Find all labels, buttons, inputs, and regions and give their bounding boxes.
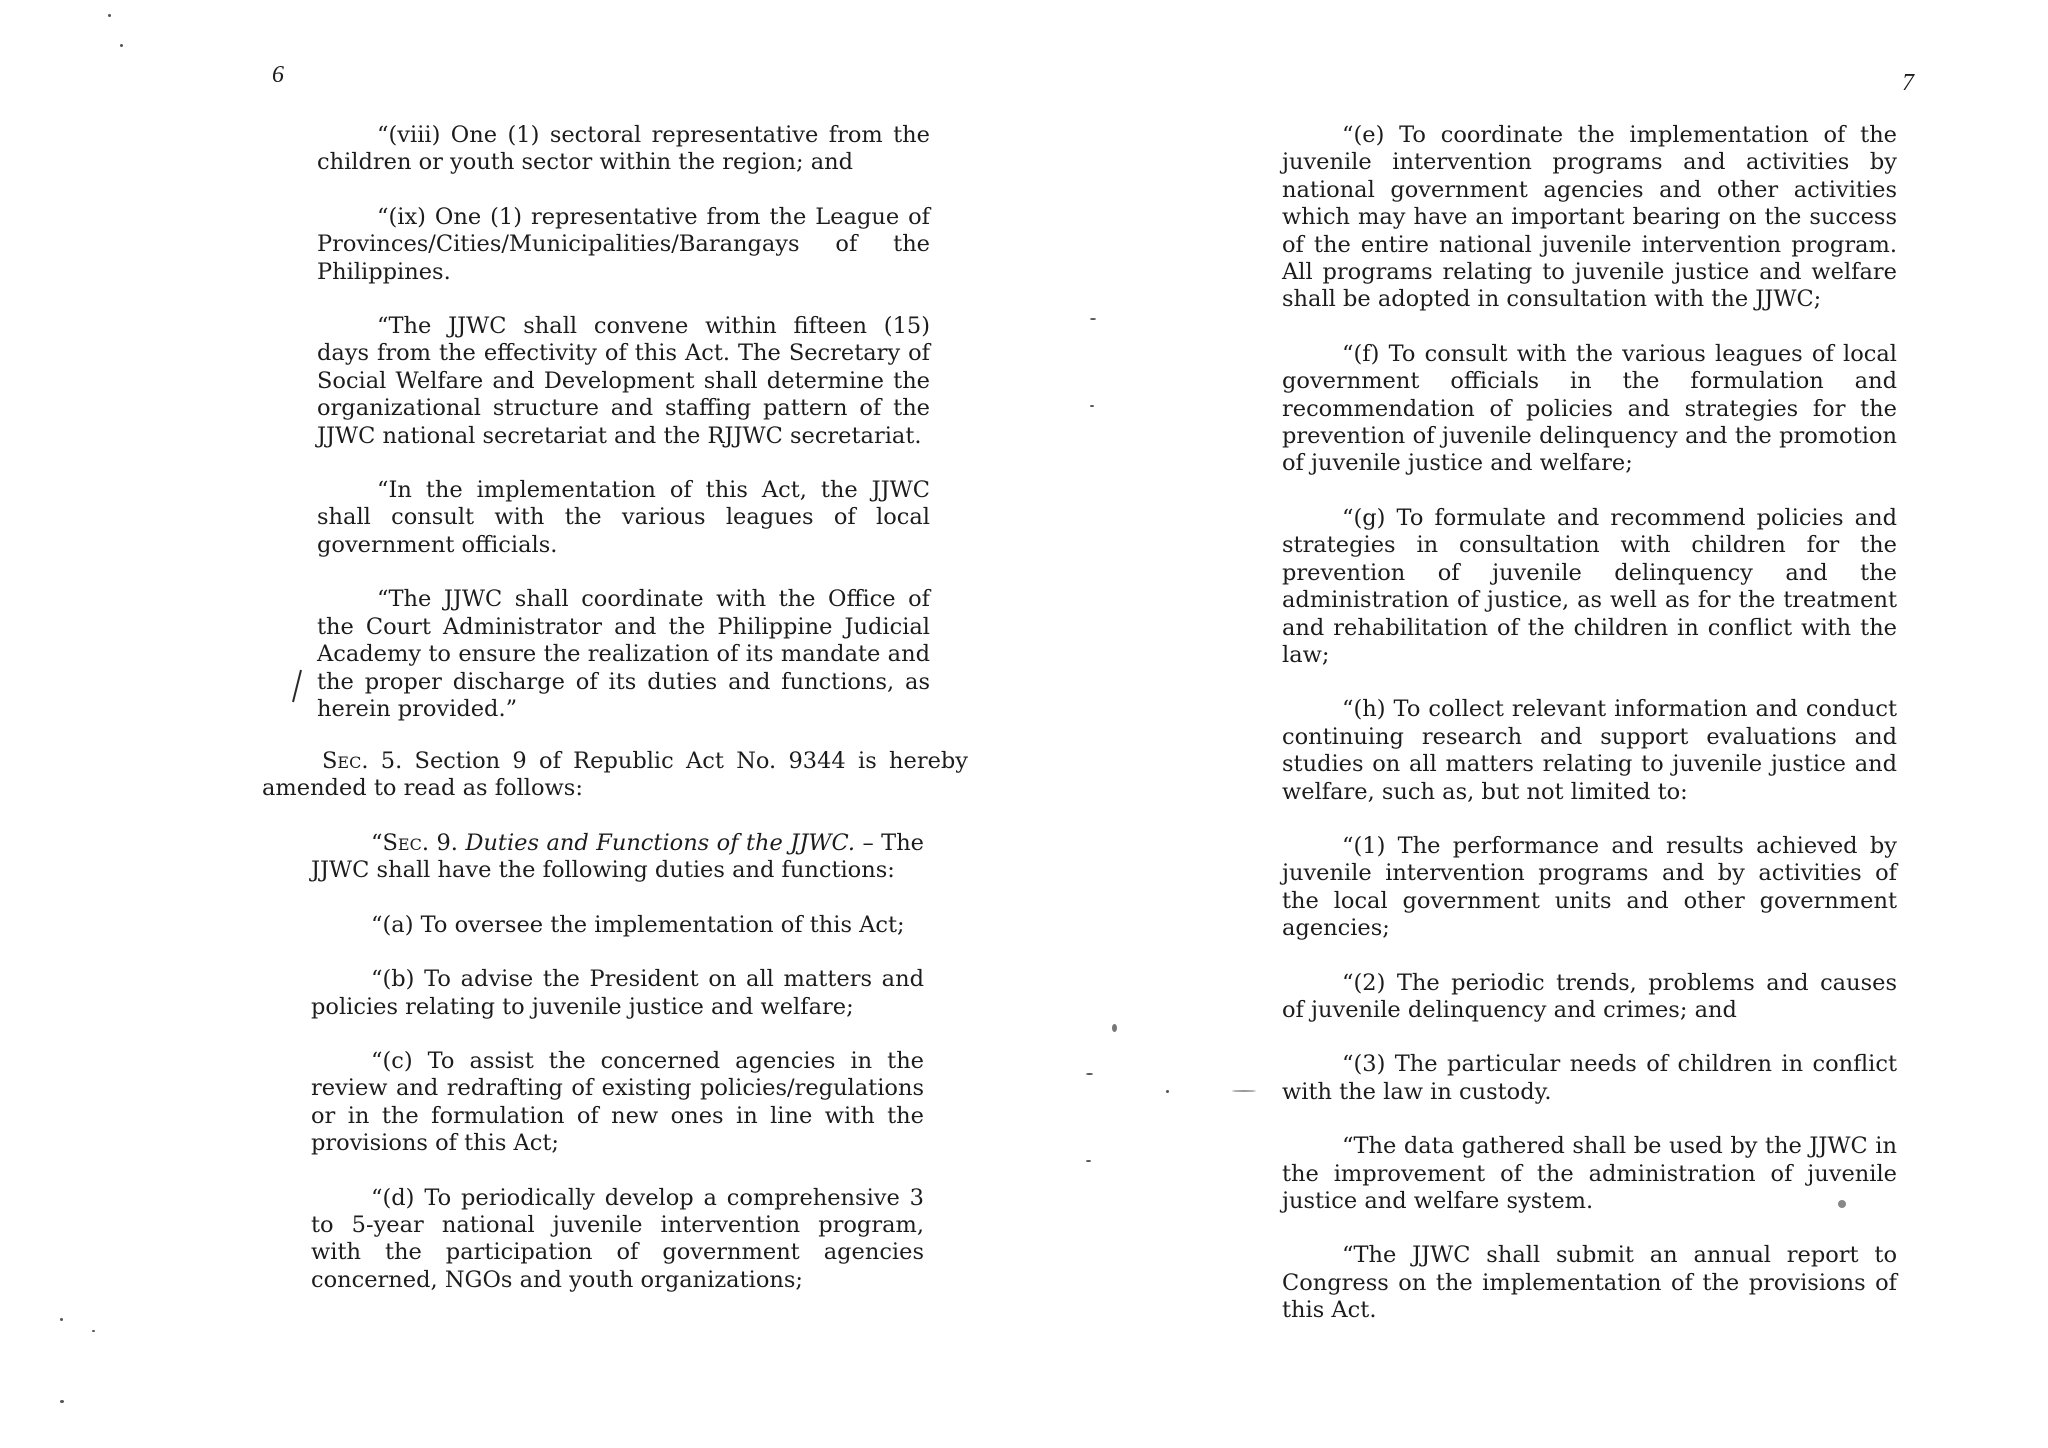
- sec-9-quote: “: [371, 830, 383, 856]
- scan-speck: [60, 1400, 64, 1403]
- left-paragraph-5: “The JJWC shall coordinate with the Office of the Court Administrator and the Philippine Judicial Academy to ensure the realization of its mandate and the proper discharge of its duties and functions, as herein provided.”: [317, 586, 930, 722]
- scan-speck: [1838, 1200, 1846, 1208]
- item-h-1: “(1) The performance and results achieved by juvenile intervention programs and by activities of the local government units and other government agencies;: [1282, 832, 1897, 942]
- scan-speck: [60, 1318, 63, 1321]
- scan-speck: [92, 1330, 95, 1332]
- left-paragraph-4: “In the implementation of this Act, the JJWC shall consult with the various leagues of local government officials.: [317, 477, 930, 558]
- scan-speck: [1090, 405, 1094, 407]
- left-paragraph-3: “The JJWC shall convene within fifteen (15) days from the effectivity of this Act. The Secretary of Social Welfare and Development shall determine the organizational structure and staffing pattern of the JJWC national secretariat and the RJJWC secretariat.: [317, 313, 930, 449]
- item-e: “(e) To coordinate the implementation of the juvenile intervention programs and activities by national government agencies and other activities which may have an important bearing on the success of the entire national juvenile intervention program. All programs relating to juvenile justice and welfare shall be adopted in consultation with the JJWC;: [1282, 122, 1897, 313]
- right-page-column: [1282, 122, 1897, 1325]
- page-number-right: 7: [1902, 70, 1914, 96]
- sec-9-block: [311, 830, 924, 1294]
- item-h-3: “(3) The particular needs of children in conflict with the law in custody.: [1282, 1051, 1897, 1105]
- section-5-paragraph: [262, 748, 968, 803]
- item-b: “(b) To advise the President on all matters and policies relating to juvenile justice and welfare;: [311, 966, 924, 1020]
- item-h-2: “(2) The periodic trends, problems and causes of juvenile delinquency and crimes; and: [1282, 969, 1897, 1023]
- section-5-label: Sec. 5.: [322, 748, 403, 774]
- scan-speck: [1232, 1090, 1256, 1092]
- left-paragraph-2: “(ix) One (1) representative from the League of Provinces/Cities/Municipalities/Barangays of the Philippines.: [317, 203, 930, 285]
- margin-pen-mark: [290, 668, 304, 704]
- sec-9-label: Sec. 9.: [382, 830, 458, 856]
- scan-speck: [1166, 1090, 1169, 1093]
- section-5-block: [262, 748, 968, 803]
- left-paragraph-1: “(viii) One (1) sectoral representative from the children or youth sector within the region; and: [317, 122, 930, 176]
- annual-report-paragraph: “The JJWC shall submit an annual report to Congress on the implementation of the provisions of this Act.: [1282, 1242, 1897, 1324]
- scan-speck: [120, 44, 123, 47]
- data-gathered-paragraph: “The data gathered shall be used by the JJWC in the improvement of the administration of juvenile justice and welfare system.: [1282, 1133, 1897, 1214]
- scan-speck: [1086, 1073, 1093, 1075]
- item-c: “(c) To assist the concerned agencies in the review and redrafting of existing policies/regulations or in the formulation of new ones in line with the provisions of this Act;: [311, 1048, 924, 1157]
- scan-speck: [108, 14, 111, 17]
- sec-9-title: Duties and Functions of the JJWC.: [465, 830, 856, 856]
- item-h: “(h) To collect relevant information and conduct continuing research and support evaluations and studies on all matters relating to juvenile justice and welfare, such as, but not limited to:: [1282, 696, 1897, 805]
- scan-speck: [1112, 1024, 1117, 1032]
- section-5-text: Section 9 of Republic Act No. 9344 is hereby amended to read as follows:: [262, 748, 969, 802]
- left-page-column: [317, 122, 930, 723]
- item-d: “(d) To periodically develop a comprehensive 3 to 5-year national juvenile intervention program, with the participation of government agencies concerned, NGOs and youth organizations;: [311, 1184, 924, 1293]
- item-a: “(a) To oversee the implementation of this Act;: [371, 911, 905, 938]
- item-f: “(f) To consult with the various leagues of local government officials in the formulation and recommendation of policies and strategies for the prevention of juvenile delinquency and the promotion of juvenile justice and welfare;: [1282, 340, 1897, 477]
- scan-speck: [1090, 318, 1096, 320]
- page-number-left: 6: [272, 62, 284, 88]
- sec-9-text: – The JJWC shall have the following duties and functions:: [311, 830, 924, 884]
- sec-9-heading-paragraph: [311, 830, 924, 885]
- item-g: “(g) To formulate and recommend policies and strategies in consultation with children for the prevention of juvenile delinquency and the administration of justice, as well as for the treatment and rehabilitation of the children in conflict with the law;: [1282, 504, 1897, 668]
- scan-speck: [1086, 1160, 1091, 1162]
